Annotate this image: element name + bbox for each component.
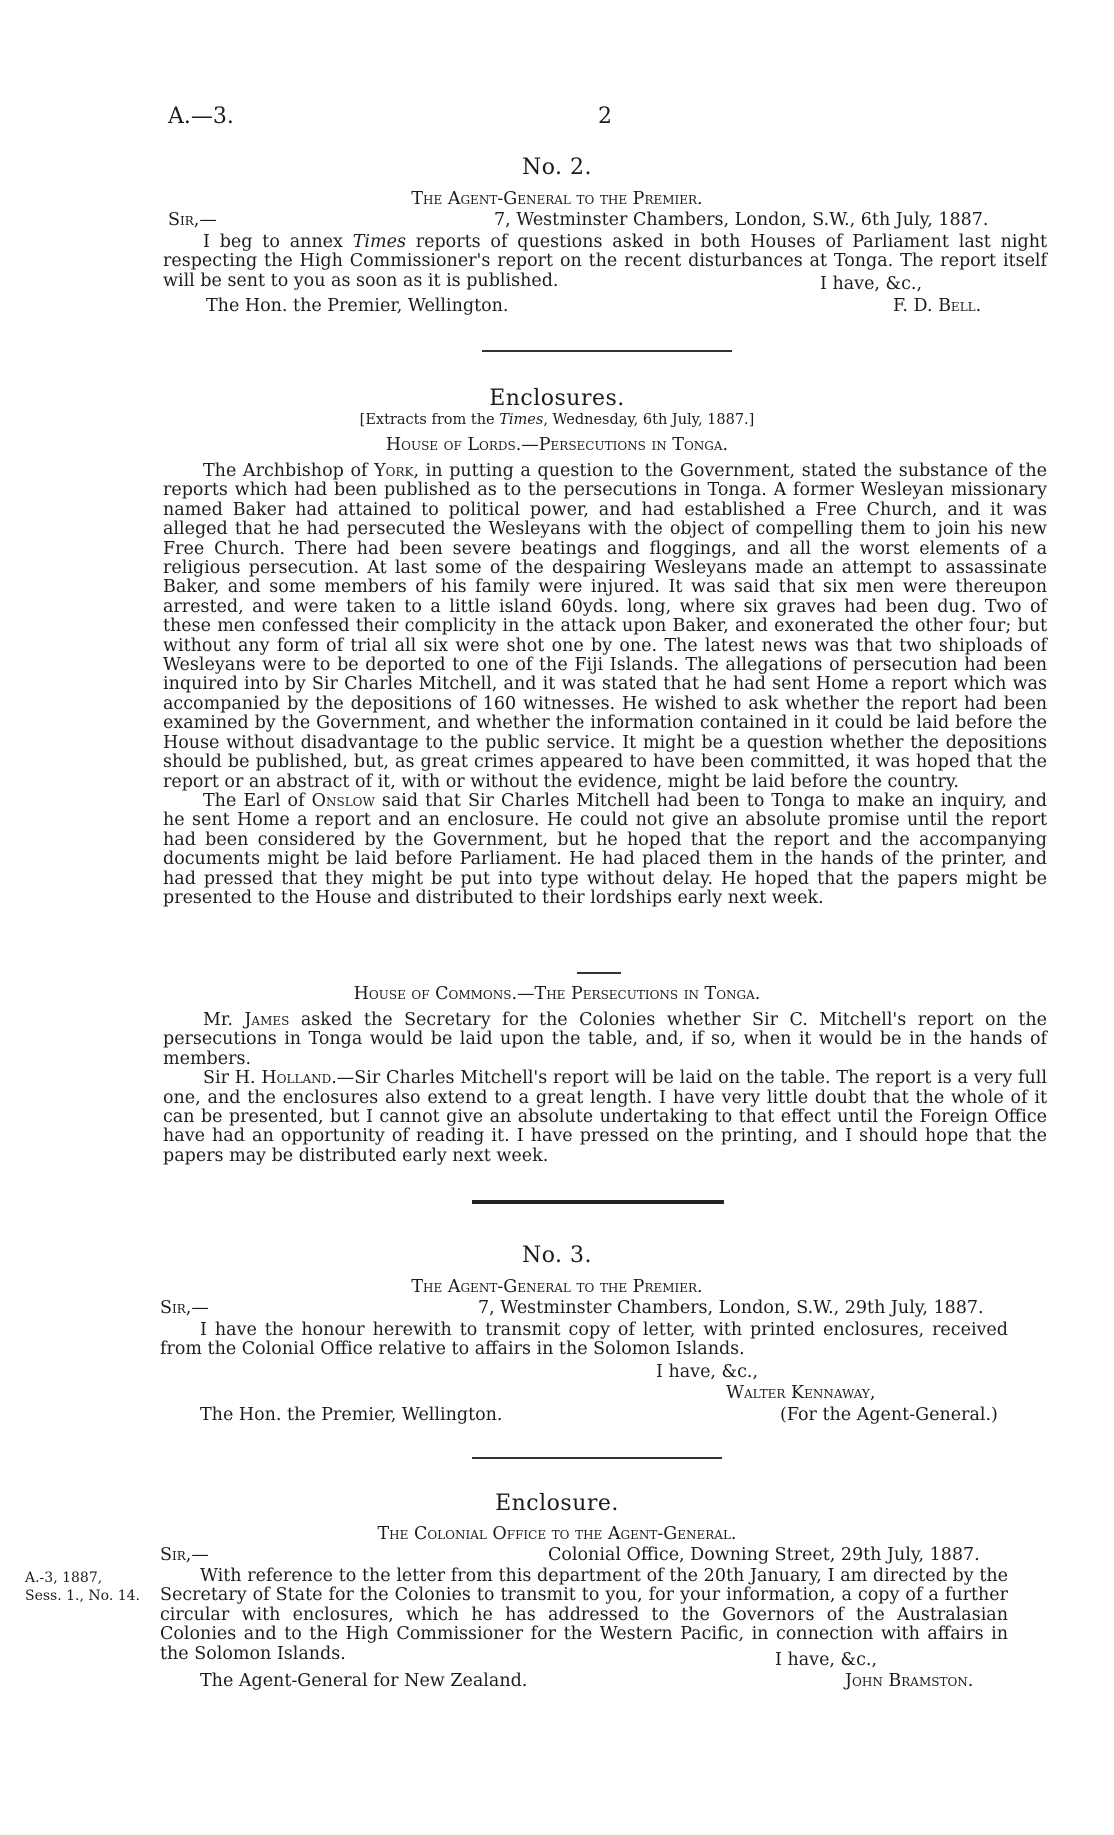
salutation-enclosure: Sir,— xyxy=(160,1545,209,1565)
signature-no3: Walter Kennaway, xyxy=(726,1383,876,1403)
divider xyxy=(577,972,621,974)
closing-no2: I have, &c., xyxy=(820,274,923,294)
margin-reference-2: Sess. 1., No. 14. xyxy=(25,1588,141,1604)
lords-title: House of Lords.—Persecutions in Tonga. xyxy=(385,435,729,455)
commons-section xyxy=(163,1011,1047,1166)
letter-heading-no3: No. 3. xyxy=(521,1243,593,1268)
enclosure-subheading: The Colonial Office to the Agent-General. xyxy=(377,1524,737,1544)
section-heading-enclosures: Enclosures. xyxy=(489,386,625,411)
recipient-no2: The Hon. the Premier, Wellington. xyxy=(206,296,509,316)
document-reference: A.—3. xyxy=(168,104,234,129)
closing-enclosure: I have, &c., xyxy=(775,1650,878,1670)
closing-no3: I have, &c., xyxy=(656,1362,759,1382)
letter-subheading-no2: The Agent-General to the Premier. xyxy=(411,189,703,209)
extract-note: [Extracts from the Times, Wednesday, 6th July, 1887.] xyxy=(359,412,755,428)
address-line-no3: 7, Westminster Chambers, London, S.W., 29th July, 1887. xyxy=(478,1298,984,1318)
signature-no2: F. D. Bell. xyxy=(893,296,982,316)
signature-enclosure: John Bramston. xyxy=(845,1671,974,1691)
recipient-no3: The Hon. the Premier, Wellington. xyxy=(200,1405,503,1425)
address-line-no2: 7, Westminster Chambers, London, S.W., 6th July, 1887. xyxy=(494,210,989,230)
paragraph: The Archbishop of York, in putting a question to the Government, stated the substance of the reports which had been published as to the persecutions in Tonga. A former Wesleyan missionary named Baker had attained to political power, and had established a Free Church, and it was alleged that he had persecuted the Wesleyans with the object of compelling them to join his new Free Church. There had been severe beatings and floggings, and all the worst elements of a religious persecution. At last some of the despairing Wesleyans made an attempt to assassinate Baker, and some members of his family were injured. It was said that six men were thereupon arrested, and were taken to a little island 60yds. long, where six graves had been dug. Two of these men confessed their complicity in the attack upon Baker, and exonerated the other four; but without any form of trial all six were shot one by one. The latest news was that two shiploads of Wesleyans were to be deported to one of the Fiji Islands. The allegations of persecution had been inquired into by Sir Charles Mitchell, and it was stated that he had sent Home a report which was accompanied by the depositions of 160 witnesses. He wished to ask whether the report had been examined by the Government, and whether the information contained in it could be laid before the House without disadvantage to the public service. It might be a question whether the depositions should be published, but, as great crimes appeared to have been committed, it was hoped that the report or an abstract of it, with or without the evidence, might be laid before the country. xyxy=(163,461,1047,792)
letter-body-enclosure xyxy=(160,1567,1008,1664)
salutation-no3: Sir,— xyxy=(160,1298,209,1318)
letter-subheading-no3: The Agent-General to the Premier. xyxy=(411,1277,703,1297)
commons-title: House of Commons.—The Persecutions in Tonga. xyxy=(353,984,761,1004)
paragraph: With reference to the letter from this department of the 20th January, I am directed by the Secretary of State for the Colonies to transmit to you, for your information, a copy of a further circular with enclosures, which he has addressed to the Governors of the Australasian Colonies and to the High Commissioner for the Western Pacific, in connection with affairs in the Solomon Islands. xyxy=(160,1566,1008,1664)
divider xyxy=(482,350,732,352)
signature-note-no3: (For the Agent-General.) xyxy=(780,1405,998,1425)
paragraph: The Earl of Onslow said that Sir Charles Mitchell had been to Tonga to make an inquiry, and he sent Home a report and an enclosure. He could not give an absolute promise until the report had been considered by the Government, but he hoped that the report and the accompanying documents might be laid before Parliament. He had placed them in the hands of the printer, and had pressed that they might be put into type without delay. He hoped that the papers might be presented to the House and distributed to their lordships early next week. xyxy=(163,790,1048,908)
paragraph: I have the honour herewith to transmit copy of letter, with printed enclosures, received from the Colonial Office relative to affairs in the Solomon Islands. xyxy=(160,1320,1008,1360)
letter-heading-no2: No. 2. xyxy=(521,155,593,180)
recipient-enclosure: The Agent-General for New Zealand. xyxy=(200,1671,528,1691)
address-line-enclosure: Colonial Office, Downing Street, 29th July, 1887. xyxy=(548,1545,980,1565)
paragraph: Sir H. Holland.—Sir Charles Mitchell's report will be laid on the table. The report is a very full one, and the enclosures also extend to a great length. I have very little doubt that the whole of it can be presented, but I cannot give an absolute undertaking to that effect until the Foreign Office have had an opportunity of reading it. I have pressed on the printing, and I should hope that the papers may be distributed early next week. xyxy=(163,1068,1047,1166)
paragraph: I beg to annex Times reports of questions asked in both Houses of Parliament last night respecting the High Commissioner's report on the recent disturbances at Tonga. The report itself will be sent to you as soon as it is published. xyxy=(163,232,1047,291)
divider xyxy=(472,1457,722,1459)
letter-body-no3 xyxy=(160,1321,1008,1360)
paragraph: Mr. James asked the Secretary for the Colonies whether Sir C. Mitchell's report on the persecutions in Tonga would be laid upon the table, and, if so, when it would be in the hands of members. xyxy=(163,1010,1047,1069)
margin-reference-1: A.-3, 1887, xyxy=(25,1570,103,1586)
page-number: 2 xyxy=(598,104,612,129)
divider-thick xyxy=(472,1200,724,1204)
salutation-no2: Sir,— xyxy=(168,210,217,230)
lords-section xyxy=(163,462,1047,908)
section-heading-enclosure: Enclosure. xyxy=(495,1491,619,1516)
